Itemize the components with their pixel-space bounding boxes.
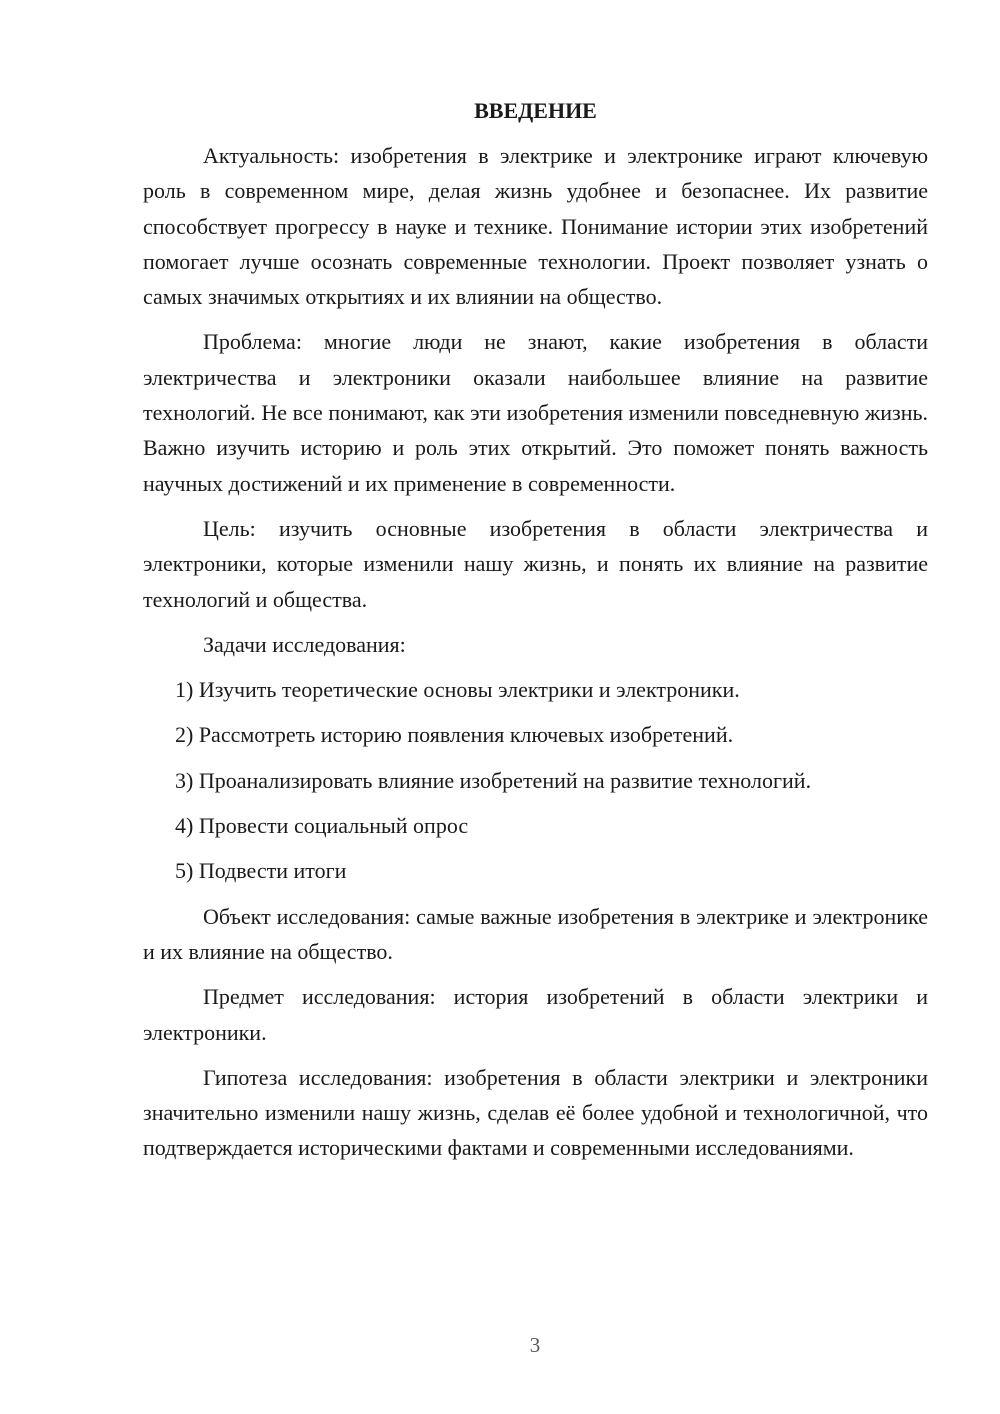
document-page xyxy=(143,96,928,1176)
relevance-paragraph: Актуальность: изобретения в электрике и электронике играют ключевую роль в современном мире, делая жизнь удобнее и безопаснее. Их развитие способствует прогрессу в науке и технике. Понимание истории этих изобретений помогает лучше осознать современные технологии. Проект позволяет узнать о самых значимых открытиях и их влиянии на общество. xyxy=(143,143,928,310)
problem-paragraph: Проблема: многие люди не знают, какие изобретения в области электричества и электроники оказали наибольшее влияние на развитие технологий. Не все понимают, как эти изобретения изменили повседневную жизнь. Важно изучить историю и роль этих открытий. Это поможет понять важность научных достижений и их применение в современности. xyxy=(143,329,928,496)
hypothesis-paragraph: Гипотеза исследования: изобретения в области электрики и электроники значительно изменили нашу жизнь, сделав её более удобной и технологичной, что подтверждается историческими фактами и современными исследованиями. xyxy=(143,1064,928,1161)
list-item: 2) Рассмотреть историю появления ключевых изобретений. xyxy=(175,722,734,748)
tasks-list xyxy=(143,672,928,888)
subject-paragraph: Предмет исследования: история изобретений в области электрики и электроники. xyxy=(143,984,928,1045)
object-paragraph: Объект исследования: самые важные изобретения в электрике и электронике и их влияние на общество. xyxy=(143,903,928,964)
tasks-heading: Задачи исследования: xyxy=(203,631,406,657)
list-item: 4) Провести социальный опрос xyxy=(175,813,469,839)
goal-paragraph: Цель: изучить основные изобретения в области электричества и электроники, которые изменили нашу жизнь, и понять их влияние на развитие технологий и общества. xyxy=(143,515,928,612)
list-item: 5) Подвести итоги xyxy=(175,858,347,884)
page-title: ВВЕДЕНИЕ xyxy=(474,98,597,123)
list-item: 1) Изучить теоретические основы электрики и электроники. xyxy=(175,677,740,703)
page-number: 3 xyxy=(529,1333,541,1357)
list-item: 3) Проанализировать влияние изобретений на развитие технологий. xyxy=(175,767,812,793)
